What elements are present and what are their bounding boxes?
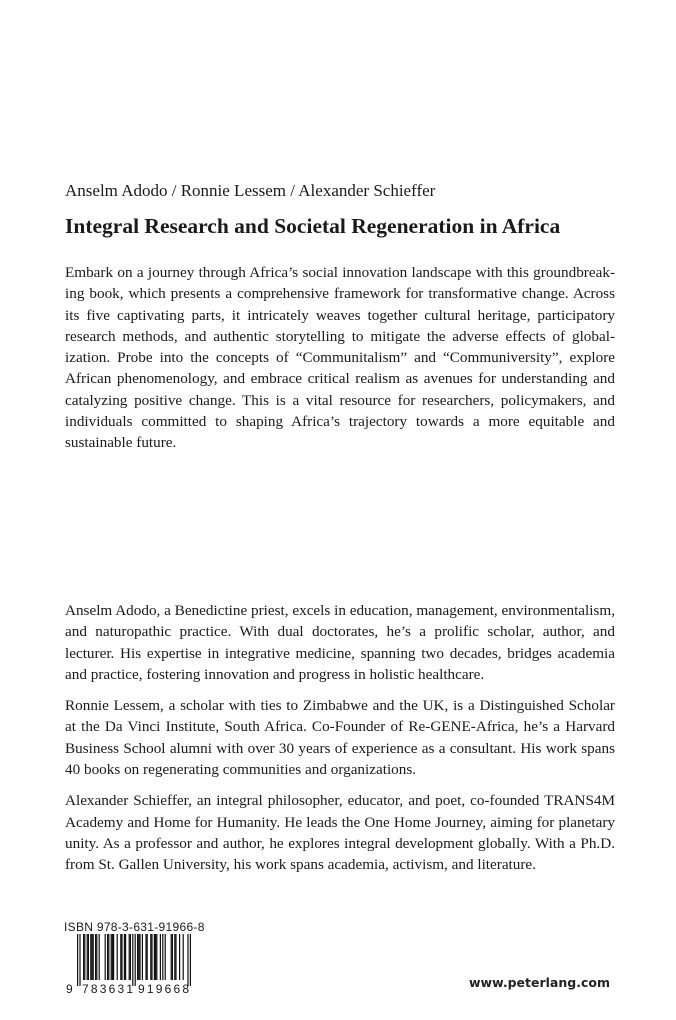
barcode-bar xyxy=(93,934,94,980)
barcode-bar xyxy=(88,934,89,980)
barcode-bar xyxy=(147,934,148,980)
barcode-bar xyxy=(130,934,131,980)
barcode-bar xyxy=(95,934,96,980)
barcode-bar xyxy=(83,934,84,980)
barcode-bar xyxy=(111,934,112,980)
barcode-bar xyxy=(137,934,138,980)
barcode-bar xyxy=(175,934,176,980)
barcode-bar xyxy=(160,934,161,980)
barcode-right-digits: 919668 xyxy=(138,982,192,996)
bio-alexander-schieffer: Alexander Schieffer, an integral philosopher, educator, and poet, co-founded TRANS4M Academy and Home for Humanity. He leads the One Home Journey, aiming for planetary unity. As a professor and author, he explores integral development globally. With a Ph.D. from St. Gallen University, his work spans academia, activism, and literature. xyxy=(65,792,615,874)
barcode-bar xyxy=(125,934,126,980)
barcode-bar xyxy=(179,934,180,980)
barcode-bar xyxy=(151,934,152,980)
barcode-bar xyxy=(107,934,108,980)
barcode-bar xyxy=(155,934,156,980)
barcode-bar xyxy=(171,934,172,980)
barcode-bar xyxy=(138,934,139,980)
barcode-bar xyxy=(162,934,163,980)
barcode-bar xyxy=(132,934,133,986)
book-description: Embark on a journey through Africa’s social innovation landscape with this groundbreaking book, which presents a comprehensive framework for transformative change. Across its five captivating parts, it intricately weaves together cultural heritage, participatory research methods, and authentic storytelling to mitigate the adverse effects of globalization. Probe into the concepts of “Communitalism” and “Communiversity”, explore African phenomenology, and embrace critical realism as avenues for understanding and catalyzing positive change. This is a vital resource for researchers, policymakers, and individuals committed to shaping Africa’s trajectory towards a more equitable and sustainable future. xyxy=(65,264,615,452)
barcode-bar xyxy=(145,934,146,980)
barcode-bar xyxy=(99,934,100,980)
barcode-bar xyxy=(90,934,91,980)
barcode-bar xyxy=(121,934,122,980)
barcode-bar xyxy=(150,934,151,980)
barcode-bar xyxy=(187,934,188,986)
barcode-bar xyxy=(139,934,140,980)
barcode-bar xyxy=(87,934,88,980)
barcode-bar xyxy=(190,934,191,986)
barcode-bar xyxy=(154,934,155,980)
bio-ronnie-lessem: Ronnie Lessem, a scholar with ties to Zimbabwe and the UK, is a Distinguished Scholar at the Da Vinci Institute, South Africa. Co-Founder of Re-GENE-Africa, he’s a Harvard Business School alumni with over 30 years of experience as a consultant. His work spans 40 books on regenerating communities and organizations. xyxy=(65,697,615,779)
barcode-bar xyxy=(165,934,166,980)
barcode-bar xyxy=(120,934,121,980)
author-bios xyxy=(65,600,615,886)
barcode-bar xyxy=(183,934,184,980)
bio-anselm-adodo: Anselm Adodo, a Benedictine priest, excels in education, management, environmentalism, and naturopathic practice. With dual doctorates, he’s a prolific scholar, author, and lecturer. His expertise in integrative medicine, spanning two decades, bridges academia and practice, fostering innovation and progress in holistic healthcare. xyxy=(65,602,615,683)
barcode-bar xyxy=(117,934,118,980)
barcode-bar xyxy=(135,934,136,986)
barcode-bar xyxy=(156,934,157,980)
barcode-left-digits: 783631 xyxy=(82,982,136,996)
barcode-bar xyxy=(174,934,175,980)
barcode-bars xyxy=(77,934,191,986)
author-names: Anselm Adodo / Ronnie Lessem / Alexander Schieffer xyxy=(65,181,436,200)
barcode-bar xyxy=(84,934,85,980)
barcode-bar xyxy=(129,934,130,980)
barcode-bar xyxy=(77,934,78,986)
isbn-label: ISBN 978-3-631-91966-8 xyxy=(64,920,205,934)
isbn-barcode xyxy=(64,934,204,996)
barcode-bar xyxy=(113,934,114,980)
barcode-bar xyxy=(112,934,113,980)
barcode-bar xyxy=(108,934,109,980)
barcode-bar xyxy=(105,934,106,980)
barcode-bar xyxy=(79,934,80,986)
barcode-bar xyxy=(172,934,173,980)
barcode-lead-digit: 9 xyxy=(66,982,73,996)
barcode-bar xyxy=(96,934,97,980)
barcode-bar xyxy=(91,934,92,980)
publisher-website: www.peterlang.com xyxy=(469,975,610,990)
barcode-bar xyxy=(124,934,125,980)
barcode-bar xyxy=(142,934,143,980)
book-title: Integral Research and Societal Regeneration in Africa xyxy=(65,214,561,238)
